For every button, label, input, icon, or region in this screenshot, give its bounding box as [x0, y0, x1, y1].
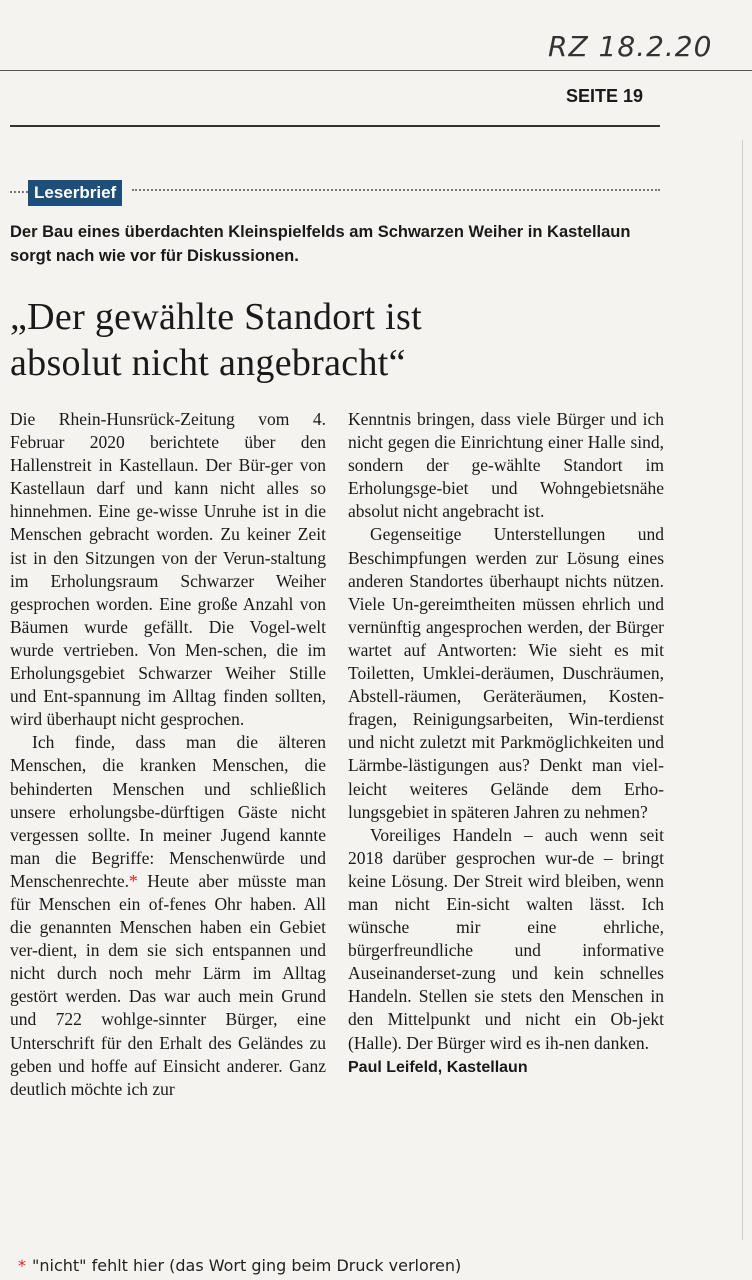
- paragraph: Gegenseitige Unterstellungen und Beschimpfungen werden zur Lösung eines anderen Standortes überhaupt nichts nützen. Viele Un-gereimtheiten müssen ehrlich und vernünftig angesprochen werden, der Bürger wartet auf Antworten: Wie sieht es mit Toiletten, Umklei-deräumen, Duschräumen, Abstell-räumen, Geräteräumen, Kosten-fragen, Reinigungsarbeiten, Win-terdienst und nicht zuletzt mit Parkmöglichkeiten und Lärmbe-lästigungen aus? Denkt man viel-leicht weiteres Gelände dem Erho-lungsgebiet in späteren Jahren zu nehmen?: [348, 524, 664, 822]
- footnote-text: "nicht" fehlt hier (das Wort ging beim Druck verloren): [32, 1256, 462, 1275]
- dotted-rule-right: [132, 189, 660, 191]
- paragraph: Die Rhein-Hunsrück-Zeitung vom 4. Februar 2020 berichtete über den Hallenstreit in Kastellaun. Der Bür-ger von Kastellaun darf und kann nicht alles so hinnehmen. Eine ge-wisse Unruhe ist in die Menschen gebracht worden. Zu keiner Zeit ist in den Sitzungen von der Verun-staltung im Erholungsraum Schwarzer Weiher gesprochen worden. Eine große Anzahl von Bäumen wurde gefällt. Die Vogel-welt wurde vertrieben. Von Men-schen, die im Erholungsgebiet Schwarzer Weiher Stille und Ent-spannung im Alltag finden sollten, wird überhaupt nicht gesprochen.: [10, 409, 326, 730]
- top-divider: [10, 125, 660, 127]
- handwritten-footnote: [18, 1256, 461, 1275]
- header-rule: [0, 70, 752, 71]
- paragraph: Kenntnis bringen, dass viele Bürger und ich nicht gegen die Einrichtung einer Halle sind, sondern der ge-wählte Standort im Erholungsge-biet und Wohngebietsnähe absolut nicht angebracht ist.: [348, 409, 664, 522]
- section-tag: Leserbrief: [28, 180, 122, 206]
- author-signature: Paul Leifeld, Kastellaun: [348, 1058, 528, 1076]
- headline-line-1: „Der gewählte Standort ist: [10, 296, 422, 338]
- paragraph: [10, 731, 326, 1101]
- paragraph: Voreiliges Handeln – auch wenn seit 2018 darüber gesprochen wur-de – bringt keine Lösung. Der Streit wird bleiben, wenn man nicht Ein-sicht walten lässt. Ich wünsche mir eine ehrliche, bürgerfreundliche und informative Auseinanderset-zung und kein schnelles Handeln. Stellen sie stets den Menschen in den Mittelpunkt und nicht ein Ob-jekt (Halle). Der Bürger wird es ih-nen danken.: [348, 824, 664, 1053]
- footnote-star: *: [18, 1256, 26, 1275]
- page-number: SEITE 19: [566, 86, 644, 106]
- annotation-star: *: [129, 870, 138, 891]
- headline-line-2: absolut nicht angebracht“: [10, 342, 406, 384]
- dotted-rule-left: [10, 191, 28, 193]
- handwritten-date-note: RZ 18.2.20: [548, 30, 713, 63]
- scan-edge: [742, 140, 743, 1240]
- article-column-left: [10, 408, 326, 1101]
- paragraph-part: Heute aber müsste man für Menschen ein of-fenes Ohr haben. All die genannten Menschen haben ein Gebiet ver-dient, in dem sie sich entspannen und nicht durch noch mehr Lärm im Alltag gestört werden. Das war auch mein Grund und 722 wohlge-sinnter Bürger, eine Unterschrift für den Erhalt des Geländes zu geben und hoffe auf Einsicht anderer. Ganz deutlich möchte ich zur: [10, 870, 326, 1099]
- paragraph-part: Ich finde, dass man die älteren Menschen, die kranken Menschen, die behinderten Menschen und schließlich unsere erholungsbe-dürftigen Gäste nicht vergessen sollte. In meiner Jugend kannte man die Begriffe: Menschenwürde und Menschenrechte.: [10, 732, 326, 891]
- article-column-right: [348, 408, 664, 1079]
- headline: [10, 294, 650, 386]
- lead-text: Der Bau eines überdachten Kleinspielfelds am Schwarzen Weiher in Kastellaun sorgt nach wie vor für Diskussionen.: [10, 223, 631, 265]
